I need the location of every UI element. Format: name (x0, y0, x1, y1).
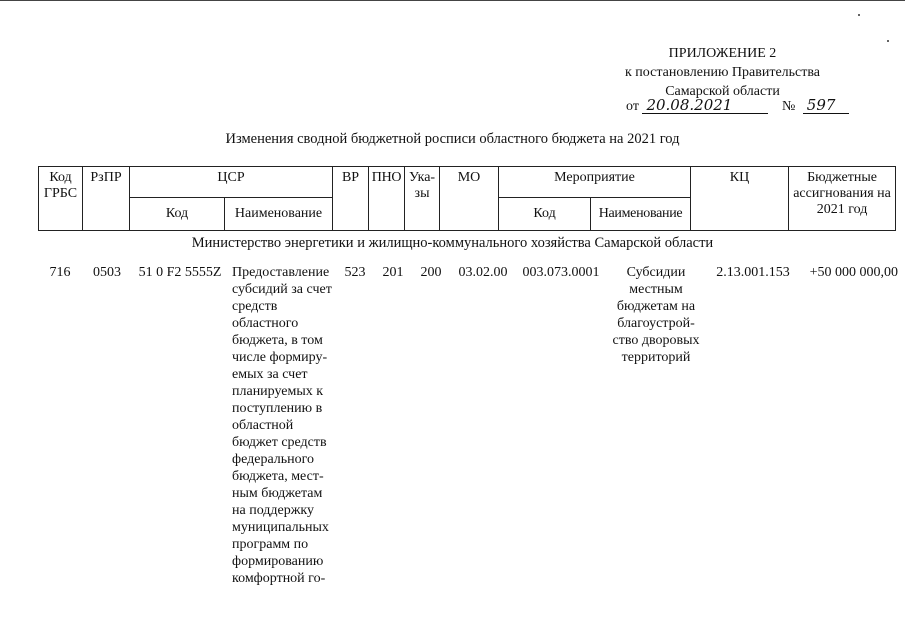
budget-table-header (38, 166, 896, 231)
col-budget: Бюджетные ассигнования на 2021 год (789, 167, 896, 231)
handwritten-date: 20.08.2021 (642, 97, 768, 114)
date-prefix: от (626, 99, 639, 114)
document-title: Изменения сводной бюджетной росписи областного бюджета на 2021 год (225, 131, 680, 147)
col-kod-grbs: Код ГРБС (39, 167, 83, 231)
number-prefix: № (781, 99, 796, 114)
page-top-edge (0, 0, 905, 1)
cell-vr: 523 (344, 265, 366, 280)
col-mo: МО (440, 167, 499, 231)
cell-csr-name: Предоставление субсидий за счет средств областного бюджета, в том числе формиру-емых за счет планируемых к поступлению в областной бюджет средств федерального бюджета, мест-ным бюджетам на поддержку муниципальных программ по формированию комфортной го- (232, 265, 332, 586)
cell-csr-kod: 51 0 F2 5555Z (138, 265, 222, 280)
cell-mer-name: Субсидии местным бюджетам на благоустрой-ство дворовых территорий (612, 265, 700, 365)
col-rzpr: РзПР (83, 167, 130, 231)
col-csr-name: Наименование (225, 198, 333, 231)
cell-mer-kod: 003.073.0001 (522, 265, 600, 280)
col-kc: КЦ (691, 167, 789, 231)
col-ukazy: Ука-зы (405, 167, 440, 231)
col-meropriyatie: Мероприятие (499, 167, 691, 198)
cell-rzpr: 0503 (93, 265, 121, 280)
col-mer-name: Наименование (591, 198, 691, 231)
scan-speck (858, 14, 860, 16)
col-csr-kod: Код (130, 198, 225, 231)
cell-kod-grbs: 716 (49, 265, 71, 280)
col-vr: ВР (333, 167, 369, 231)
appendix-date-number (626, 97, 846, 117)
cell-pno: 201 (382, 265, 404, 280)
col-csr: ЦСР (130, 167, 333, 198)
handwritten-number: 597 (803, 97, 849, 114)
appendix-resolution: к постановлению Правительства (624, 65, 821, 80)
col-mer-kod: Код (499, 198, 591, 231)
section-ministry-title: Министерство энергетики и жилищно-коммунального хозяйства Самарской области (191, 235, 714, 251)
appendix-region: Самарской области (665, 84, 780, 99)
appendix-title: ПРИЛОЖЕНИЕ 2 (668, 46, 777, 61)
cell-mo: 03.02.00 (458, 265, 508, 280)
scan-speck (887, 40, 889, 42)
cell-kc: 2.13.001.153 (716, 265, 790, 280)
cell-ukazy: 200 (420, 265, 442, 280)
cell-budget: +50 000 000,00 (809, 265, 898, 280)
col-pno: ПНО (369, 167, 405, 231)
appendix-block (600, 44, 845, 101)
